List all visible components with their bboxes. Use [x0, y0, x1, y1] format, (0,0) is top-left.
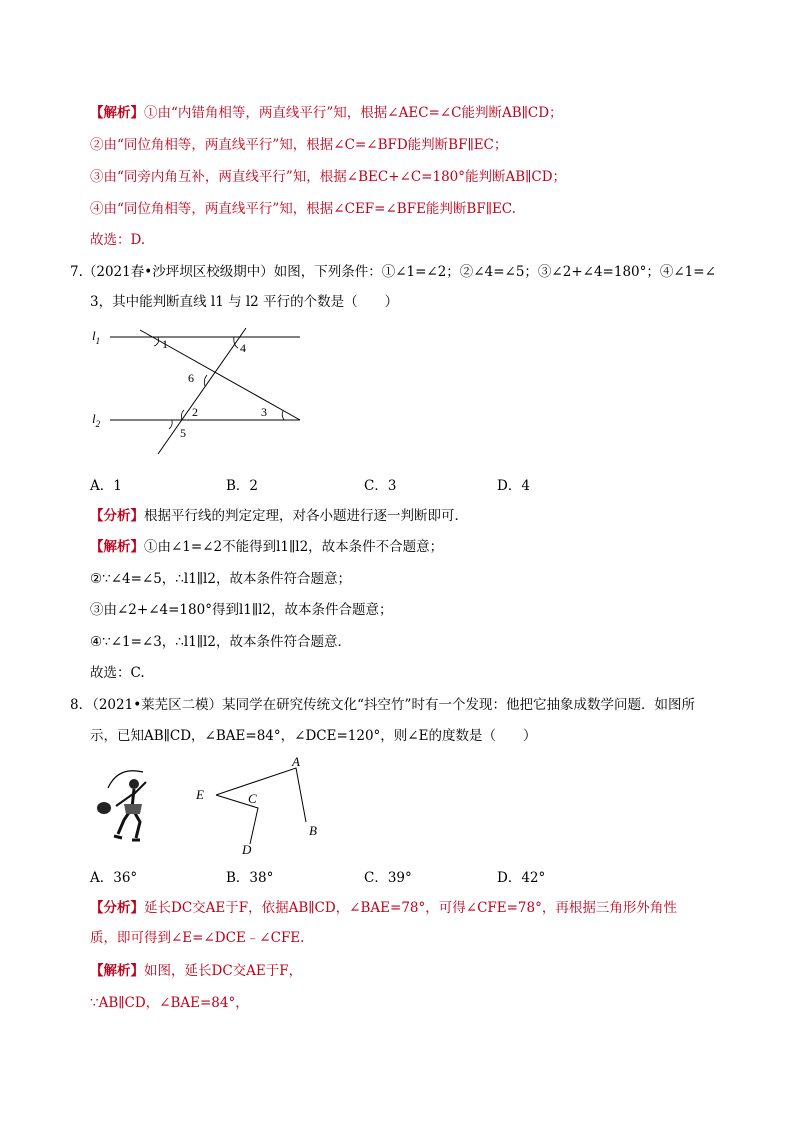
- solution-label: 【解析】: [90, 539, 144, 555]
- q8-analysis-line-1: [90, 899, 677, 917]
- q6-analysis-line-4: ④由“同位角相等，两直线平行”知，根据∠CEF=∠BFE能判断BF∥EC.: [90, 201, 516, 217]
- q8-analysis-line-2: 质，即可得到∠E=∠DCE﹣∠CFE.: [90, 930, 305, 946]
- q6-answer: 故选：D.: [90, 232, 146, 248]
- q7-figure: [88, 322, 328, 462]
- q8-solution-line-1: [90, 962, 302, 980]
- angle-label-4: 4: [240, 341, 246, 355]
- analysis-label: 【分析】: [90, 508, 144, 524]
- analysis-label: 【解析】: [90, 105, 144, 121]
- point-label-d: D: [242, 842, 252, 857]
- angle-arc-5: [169, 420, 172, 429]
- q7-solution-line-1: [90, 538, 443, 556]
- angle-label-5: 5: [180, 426, 186, 440]
- q7-stem-line-2: 3，其中能判断直线 l1 与 l2 平行的个数是（ ）: [90, 294, 399, 310]
- point-label-c: C: [248, 791, 257, 806]
- q7-option-c: C．3: [364, 478, 397, 494]
- q6-analysis-line-1: [90, 104, 563, 122]
- analysis-text: ①由“内错角相等，两直线平行”知，根据∠AEC=∠C能判断AB∥CD；: [144, 105, 563, 121]
- q8-stem-line-1: 8．（2021•莱芜区二模）某同学在研究传统文化“抖空竹”时有一个发现：他把它抽象成数学问题．如图所: [70, 697, 695, 713]
- q8-solution-line-2: ∵AB∥CD，∠BAE=84°，: [90, 995, 249, 1011]
- point-label-a: A: [292, 754, 300, 769]
- q7-answer: 故选：C.: [90, 665, 145, 681]
- label-l1: $l_1$: [92, 328, 101, 346]
- q7-option-a: A．1: [90, 478, 122, 494]
- q7-option-d: D．4: [497, 478, 530, 494]
- q8-option-c: C．39°: [364, 870, 412, 886]
- q7-solution-line-2: ②∵∠4=∠5，∴l1∥l2，故本条件符合题意；: [90, 571, 351, 587]
- angle-label-1: 1: [162, 337, 168, 351]
- segment-b-a-e: [216, 768, 306, 822]
- q8-option-b: B．38°: [226, 870, 274, 886]
- q6-analysis-line-3: ③由“同旁内角互补，两直线平行”知，根据∠BEC+∠C=180°能判断AB∥CD；: [90, 169, 567, 185]
- analysis-label: 【分析】: [90, 900, 144, 916]
- transversal-2: [158, 328, 246, 454]
- angle-arc-3: [282, 411, 284, 420]
- point-label-e: E: [196, 787, 204, 802]
- q8-option-d: D．42°: [497, 870, 546, 886]
- q8-option-a: A．36°: [90, 870, 138, 886]
- q7-analysis: [90, 507, 468, 525]
- q8-stem-line-2: 示，已知AB∥CD，∠BAE=84°，∠DCE=120°，则∠E的度数是（ ）: [90, 728, 537, 744]
- solution-label: 【解析】: [90, 963, 144, 979]
- q8-diggler-illustration: [88, 764, 158, 854]
- analysis-text: 根据平行线的判定定理，对各小题进行逐一判断即可．: [144, 508, 468, 524]
- solution-text: 如图，延长DC交AE于F，: [144, 963, 303, 979]
- angle-label-3: 3: [261, 405, 267, 419]
- analysis-text: 延长DC交AE于F，依据AB∥CD，∠BAE=78°，可得∠CFE=78°，再根据三角形外角性: [144, 900, 677, 916]
- q6-analysis-line-2: ②由“同位角相等，两直线平行”知，根据∠C=∠BFD能判断BF∥EC；: [90, 137, 508, 153]
- q7-stem-line-1: 7.（2021春•沙坪坝区校级期中）如图，下列条件：①∠1=∠2；②∠4=∠5；③∠2+∠4=180°；④∠1=∠: [70, 264, 716, 280]
- q7-option-b: B．2: [226, 478, 259, 494]
- q7-solution-line-3: ③由∠2+∠4=180°得到l1∥l2，故本条件合题意；: [90, 602, 393, 618]
- q7-solution-line-4: ④∵∠1=∠3，∴l1∥l2，故本条件符合题意．: [90, 634, 351, 650]
- angle-label-2: 2: [192, 405, 198, 419]
- angle-label-6: 6: [188, 371, 194, 385]
- solution-text: ①由∠1=∠2不能得到l1∥l2，故本条件不合题意；: [144, 539, 444, 555]
- label-l2: $l_2$: [92, 411, 101, 429]
- q8-figure: [188, 748, 348, 858]
- point-label-b: B: [309, 823, 317, 838]
